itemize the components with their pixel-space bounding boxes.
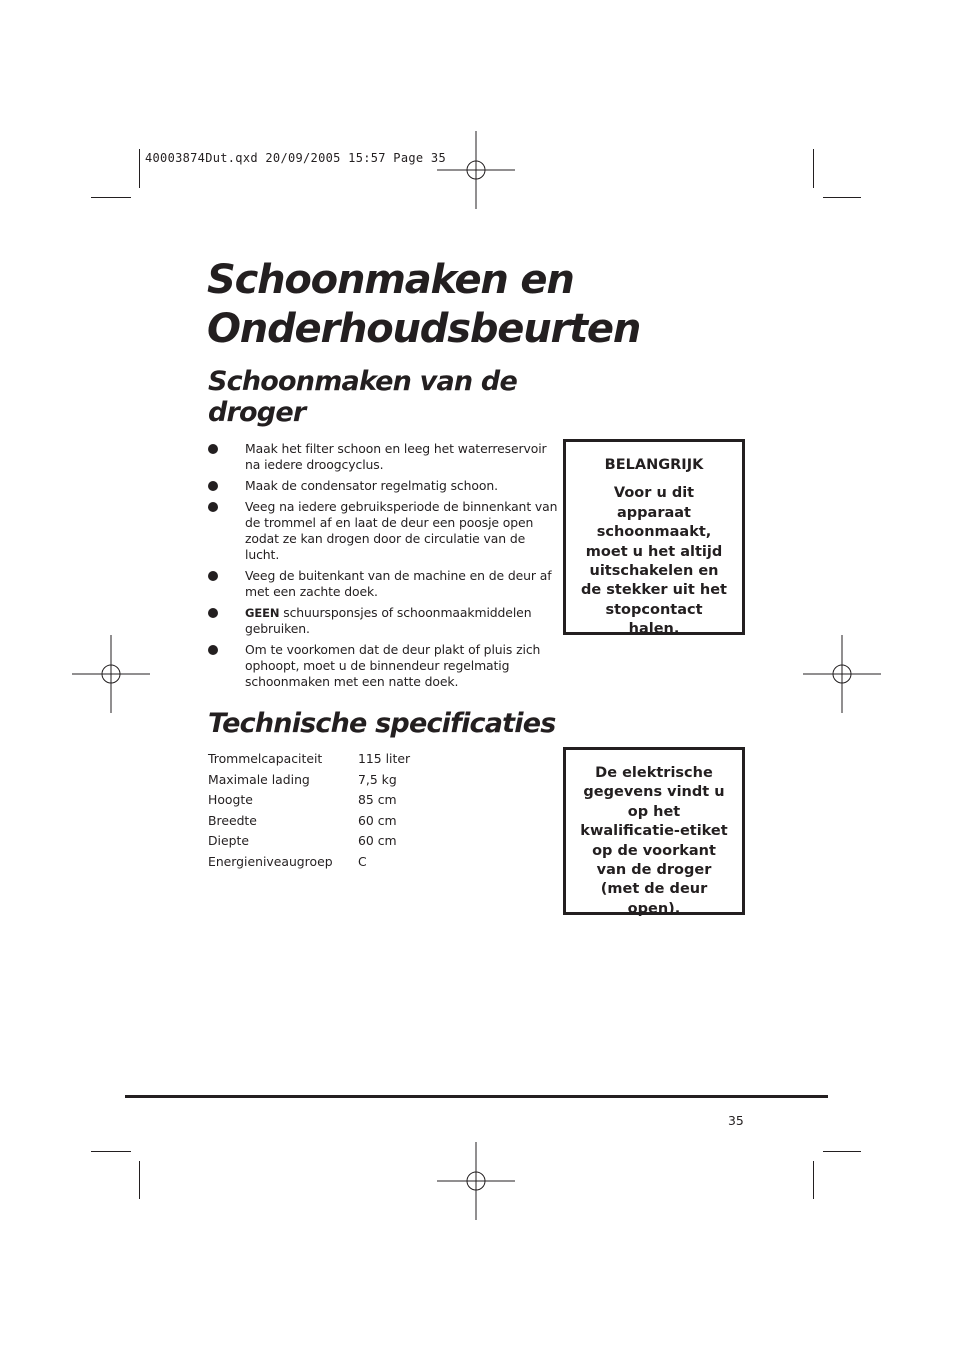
list-item-text: Maak het filter schoon en leeg het waterreservoir na iedere droogcyclus. (245, 441, 547, 472)
crop-mark (91, 1151, 131, 1152)
bullet-icon (208, 502, 218, 512)
section-heading-cleaning (208, 366, 568, 428)
section-heading-line-1: Schoonmaken van de (208, 366, 517, 397)
spec-label: Energieniveaugroep (208, 853, 333, 869)
spec-value: 60 cm (358, 833, 397, 849)
section-heading-line-2: droger (208, 397, 306, 428)
file-slug: 40003874Dut.qxd 20/09/2005 15:57 Page 35 (145, 151, 446, 165)
crop-mark (91, 197, 131, 198)
important-notice-heading: BELANGRIJK (604, 457, 704, 473)
electrical-info-body: De elektrische gegevens vindt u op het kwalificatie-etiket op de voorkant van de droger (met de deur open). (580, 765, 728, 917)
important-notice-body: Voor u dit apparaat schoonmaakt, moet u het altijd uitschakelen en de stekker uit het stopcontact halen. (581, 485, 727, 638)
registration-mark-icon (437, 131, 515, 209)
cleaning-list (208, 441, 558, 695)
crop-mark (813, 1161, 814, 1199)
list-item (208, 441, 558, 473)
bullet-icon (208, 481, 218, 491)
spec-label: Hoogte (208, 792, 253, 808)
important-notice-box (563, 439, 745, 638)
footer-rule (125, 1095, 828, 1098)
spec-label: Diepte (208, 833, 249, 849)
crop-mark (823, 197, 861, 198)
list-item-text: Veeg na iedere gebruiksperiode de binnenkant van de trommel af en laat de deur een poosje open zodat ze kan drogen door de circulatie van de lucht. (245, 499, 558, 562)
page-number: 35 (728, 1113, 744, 1128)
list-item-text: schuursponsjes of schoonmaakmiddelen gebruiken. (245, 605, 532, 636)
page-title-line-1: Schoonmaken en (207, 257, 574, 303)
spec-label: Breedte (208, 812, 257, 828)
list-item (208, 568, 558, 600)
spec-label: Trommelcapaciteit (208, 751, 323, 766)
spec-value: 60 cm (358, 812, 397, 828)
bullet-icon (208, 608, 218, 618)
list-item-text: Veeg de buitenkant van de machine en de deur af met een zachte doek. (245, 568, 552, 599)
list-item (208, 642, 558, 690)
list-item (208, 499, 558, 563)
registration-mark-icon (72, 635, 150, 713)
registration-mark-icon (437, 1142, 515, 1220)
crop-mark (139, 149, 140, 188)
spec-value: C (358, 853, 367, 869)
bullet-icon (208, 571, 218, 581)
list-item (208, 478, 558, 494)
page-title-line-2: Onderhoudsbeurten (207, 306, 641, 352)
spec-label: Maximale lading (208, 771, 310, 787)
bullet-icon (208, 444, 218, 454)
crop-mark (823, 1151, 861, 1152)
list-item-emphasis: GEEN (245, 606, 280, 620)
bullet-icon (208, 645, 218, 655)
section-heading-specs: Technische specificaties (208, 708, 556, 739)
list-item-text: Maak de condensator regelmatig schoon. (245, 478, 498, 493)
page-title (207, 256, 767, 354)
electrical-info-box (563, 747, 745, 915)
spec-value: 7,5 kg (358, 771, 397, 787)
list-item (208, 605, 558, 637)
crop-mark (813, 149, 814, 188)
registration-mark-icon (803, 635, 881, 713)
spec-value: 85 cm (358, 792, 397, 808)
crop-mark (139, 1161, 140, 1199)
spec-value: 115 liter (358, 751, 411, 766)
list-item-text: Om te voorkomen dat de deur plakt of pluis zich ophoopt, moet u de binnendeur regelmatig schoonmaken met een natte doek. (245, 642, 541, 689)
